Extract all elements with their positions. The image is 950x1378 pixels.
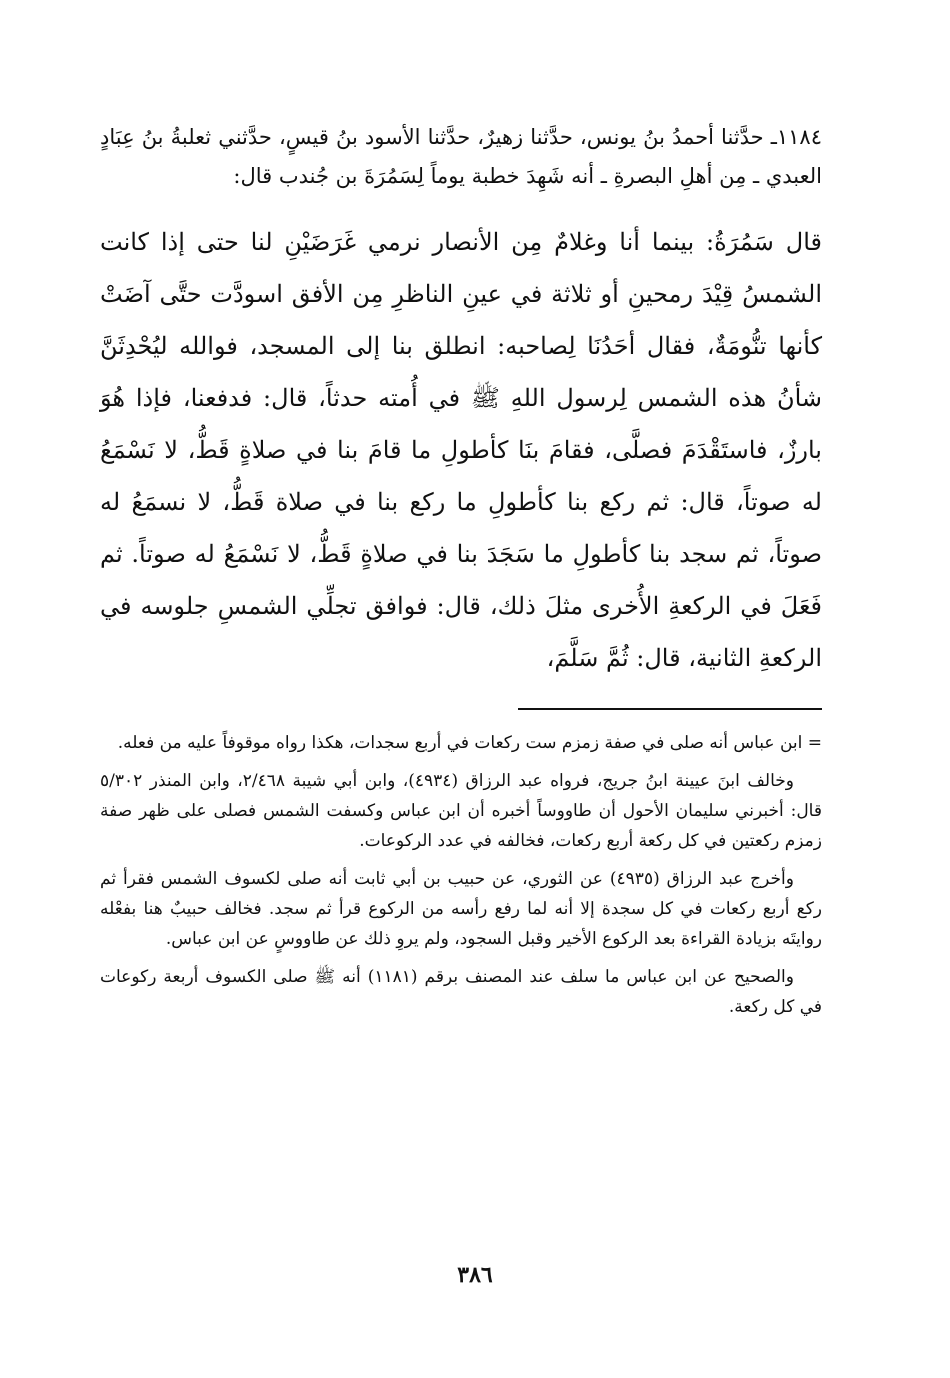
footnote-separator (518, 708, 822, 710)
page-number: ٣٨٦ (457, 1262, 493, 1288)
footnotes (100, 728, 822, 1022)
footnote-paragraph: وأخرج عبد الرزاق (٤٩٣٥) عن الثوري، عن حبيب بن أبي ثابت أنه صلى لكسوف الشمس فقرأ ثم ركع أربع ركعات في كل سجدة إلا أنه لما رفع رأسه من الركوع قرأ ثم سجد. فخالف حبيبٌ هنا بفعْله روايتَه بزيادة القراءة بعد الركوع الأخير وقبل السجود، ولم يروِ ذلك عن طاووسٍ عن ابن عباس. (100, 869, 822, 949)
hadith-matn: قال سَمُرَةُ: بينما أنا وغلامٌ مِن الأنصار نرمي غَرَضَيْنِ لنا حتى إذا كانت الشمسُ قِيْدَ رمحينِ أو ثلاثة في عينِ الناظرِ مِن الأفق اسودَّت حتَّى آضَتْ كأنها تنُّومَةٌ، فقال أحَدُنَا لِصاحبه: انطلق بنا إلى المسجد، فوالله ليُحْدِثَنَّ شأنُ هذه الشمس لِرسول اللهِ ﷺ في أُمته حدثاً، قال: فدفعنا، فإذا هُوَ بارزٌ، فاستَقْدَمَ فصلَّى، فقامَ بنَا كأطولِ ما قامَ بنا في صلاةٍ قَطُّ، لا نَسْمَعُ له صوتاً، قال: ثم ركع بنا كأطولِ ما ركع بنا في صلاة قَطُّ، لا نسمَعُ له صوتاً، ثم سجد بنا كأطولِ ما سَجَدَ بنا في صلاةٍ قَطُّ، لا نَسْمَعُ له صوتاً. ثم فَعَلَ في الركعةِ الأُخرى مثلَ ذلك، قال: فوافق تجلِّي الشمسِ جلوسه في الركعةِ الثانية، قال: ثُمَّ سَلَّمَ، (100, 228, 823, 672)
footnote-paragraph: وخالف ابنَ عيينة ابنُ جريج، فرواه عبد الرزاق (٤٩٣٤)، وابن أبي شيبة ٢/٤٦٨، وابن المنذر ٥/٣٠٢ قال: أخبرني سليمان الأحول أن طاووساً أخبره أن ابن عباس وكسفت الشمس فصلى على ظهر صفة زمزم ركعتين في كل ركعة أربع ركعات، فخالفه في عدد الركوعات. (100, 771, 822, 851)
footnote-continuation: = ابن عباس أنه صلى في صفة زمزم ست ركعات في أربع سجدات، هكذا رواه موقوفاً عليه من فعله. (117, 733, 822, 753)
hadith-isnad: ١١٨٤ـ حدَّثنا أحمدُ بنُ يونس، حدَّثنا زهيرٌ، حدَّثنا الأسود بنُ قيسٍ، حدَّثني ثعلبةُ بنُ عِبَادٍ العبدي ـ مِن أهلِ البصرةِ ـ أنه شَهِدَ خطبة يوماً لِسَمُرَةَ بن جُندب قال: (100, 125, 822, 188)
footnote-paragraph: والصحيح عن ابن عباس ما سلف عند المصنف برقم (١١٨١) أنه ﷺ صلى الكسوف أربعة ركوعات في كل ركعة. (100, 967, 822, 1017)
page-content (100, 118, 822, 1030)
